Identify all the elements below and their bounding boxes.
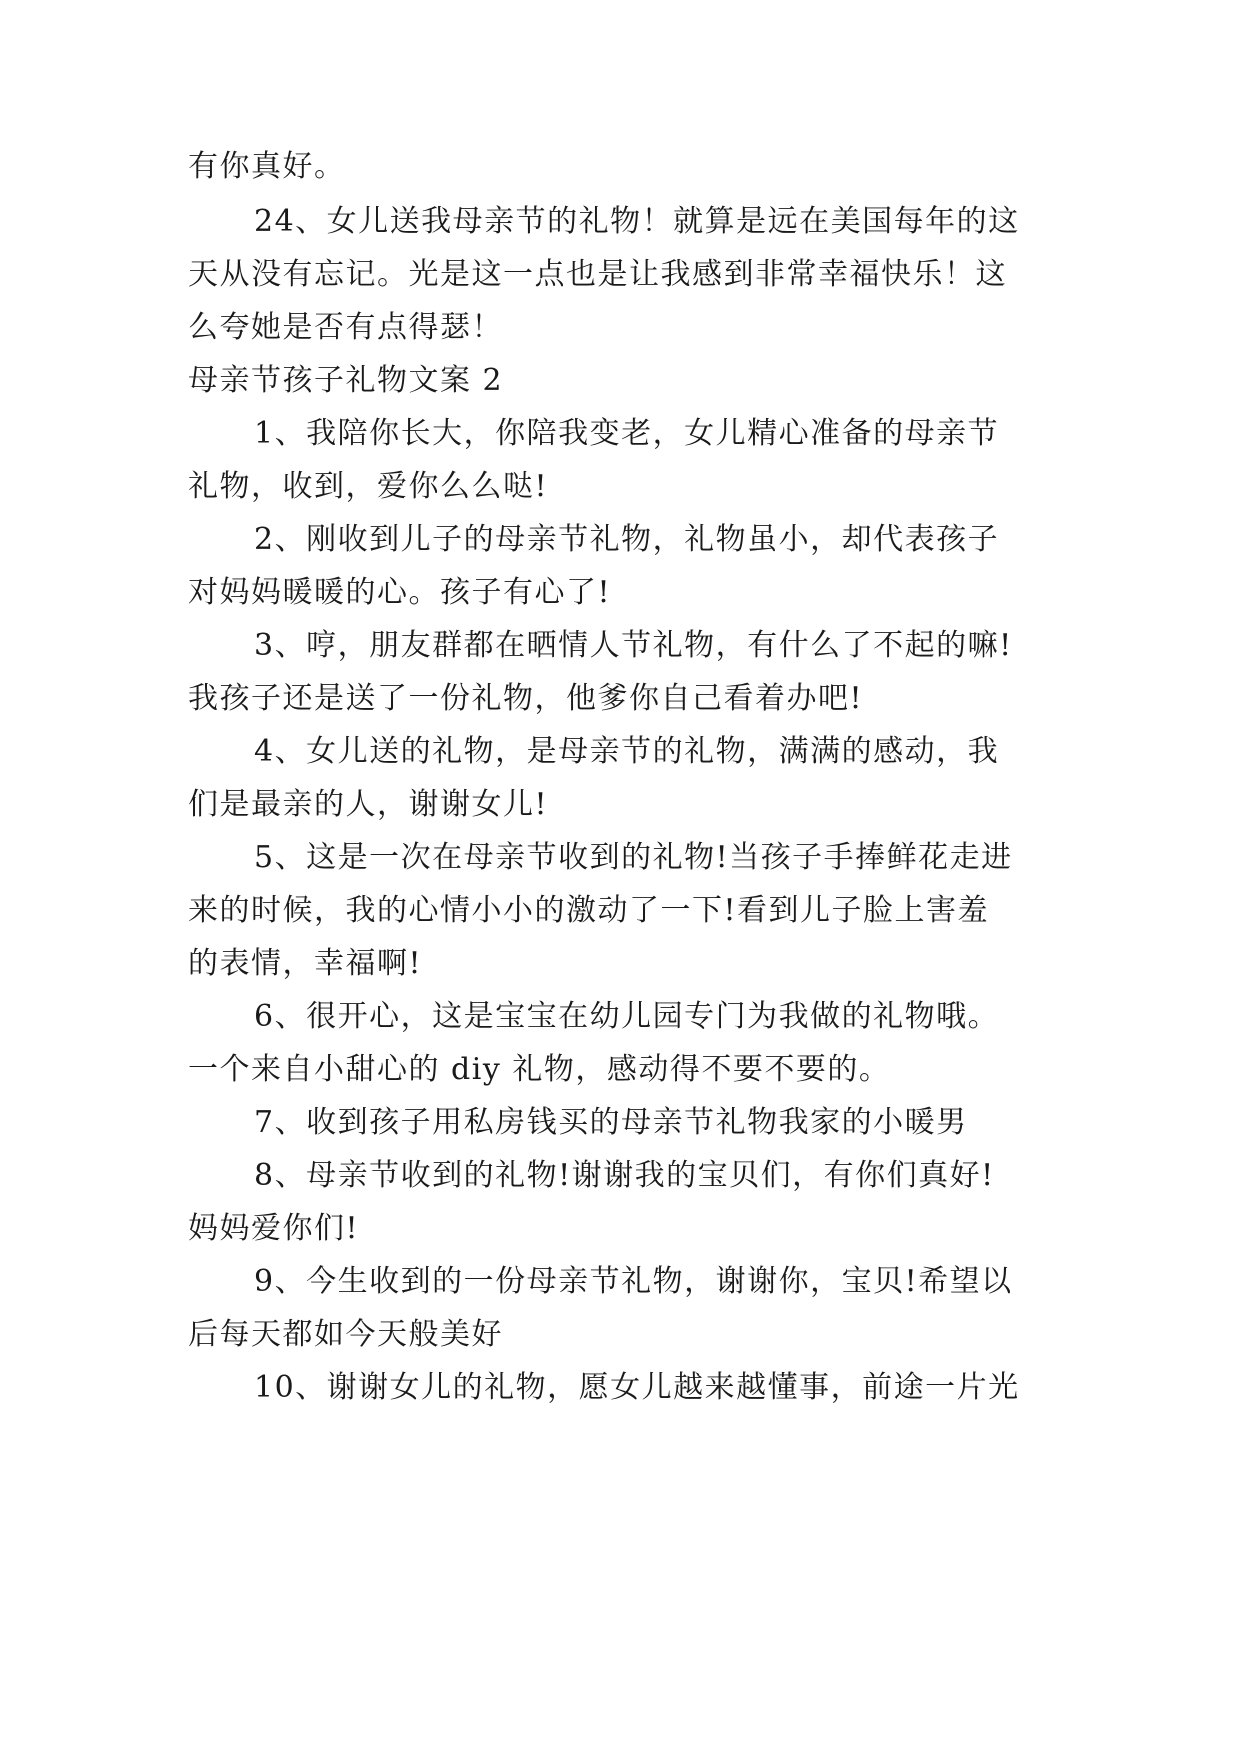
text-line: 一个来自小甜心的 diy 礼物，感动得不要不要的。: [188, 1052, 891, 1087]
text-line: 8、母亲节收到的礼物!谢谢我的宝贝们，有你们真好!: [254, 1158, 995, 1193]
text-line: 的表情，幸福啊!: [188, 946, 423, 981]
text-line: 7、收到孩子用私房钱买的母亲节礼物我家的小暖男: [254, 1105, 968, 1140]
text-line: 来的时候，我的心情小小的激动了一下!看到儿子脸上害羞: [188, 893, 990, 928]
text-line: 1、我陪你长大，你陪我变老，女儿精心准备的母亲节: [254, 416, 1000, 451]
text-line: 对妈妈暖暖的心。孩子有心了!: [188, 575, 612, 610]
text-line: 礼物，收到，爱你么么哒!: [188, 469, 549, 504]
text-line: 3、哼，朋友群都在晒情人节礼物，有什么了不起的嘛!: [254, 628, 1013, 663]
text-line: 我孩子还是送了一份礼物，他爹你自己看着办吧!: [188, 681, 864, 716]
text-line: 们是最亲的人，谢谢女儿!: [188, 787, 549, 822]
text-line: 4、女儿送的礼物，是母亲节的礼物，满满的感动，我: [254, 734, 1000, 769]
text-line: 么夸她是否有点得瑟！: [188, 310, 503, 345]
text-line: 妈妈爱你们!: [188, 1211, 360, 1246]
text-line: 有你真好。: [188, 149, 346, 184]
text-line: 6、很开心，这是宝宝在幼儿园专门为我做的礼物哦。: [254, 999, 1000, 1034]
text-line: 9、今生收到的一份母亲节礼物，谢谢你，宝贝!希望以: [254, 1264, 1013, 1299]
section-heading: 母亲节孩子礼物文案 2: [188, 363, 504, 398]
text-line: 天从没有忘记。光是这一点也是让我感到非常幸福快乐！这: [188, 257, 1007, 292]
text-line: 24、女儿送我母亲节的礼物！就算是远在美国每年的这: [254, 204, 1020, 239]
text-line: 后每天都如今天般美好: [188, 1317, 503, 1352]
text-line: 2、刚收到儿子的母亲节礼物，礼物虽小，却代表孩子: [254, 522, 1000, 557]
text-line: 10、谢谢女儿的礼物，愿女儿越来越懂事，前途一片光: [254, 1370, 1020, 1405]
text-line: 5、这是一次在母亲节收到的礼物!当孩子手捧鲜花走进: [254, 840, 1013, 875]
